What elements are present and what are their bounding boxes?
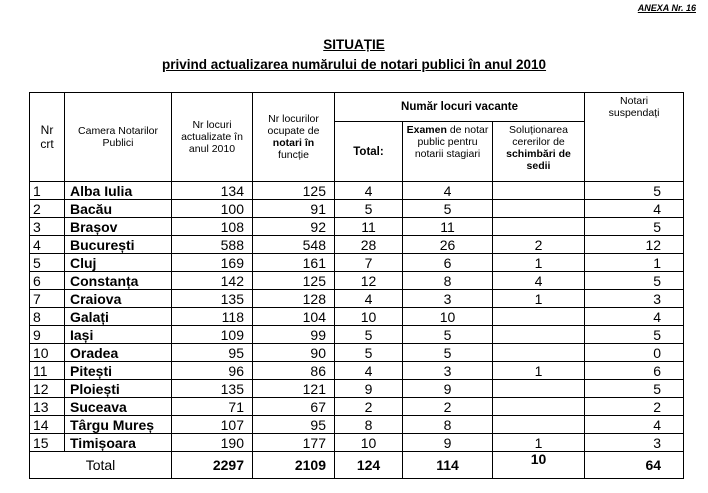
cell-camera: Alba Iulia [65,182,172,200]
cell-suspendati: 12 [585,236,684,254]
cell-actualizate: 109 [172,326,253,344]
table-row [30,182,684,200]
header-total-vacante: Total: [335,122,403,182]
cell-suspendati: 0 [585,344,684,362]
cell-total-vacante: 5 [335,200,403,218]
cell-total-vacante: 4 [335,290,403,308]
header-ocupate: Nr locurilor ocupate de notari în funcție [253,93,335,182]
table-row [30,308,684,326]
cell-solutionare: 2 [493,236,585,254]
cell-ocupate: 67 [253,398,335,416]
cell-camera: Brașov [65,218,172,236]
cell-solutionare [493,380,585,398]
cell-actualizate: 96 [172,362,253,380]
table-row [30,380,684,398]
cell-suspendati: 5 [585,326,684,344]
cell-ocupate: 548 [253,236,335,254]
notaries-table [29,92,684,479]
totals-vacante: 124 [335,452,403,479]
cell-solutionare [493,326,585,344]
cell-nr: 14 [30,416,65,434]
cell-ocupate: 90 [253,344,335,362]
cell-nr: 7 [30,290,65,308]
cell-camera: Iași [65,326,172,344]
cell-actualizate: 71 [172,398,253,416]
cell-suspendati: 4 [585,416,684,434]
cell-camera: Ploiești [65,380,172,398]
cell-actualizate: 107 [172,416,253,434]
table-row [30,218,684,236]
cell-camera: Bacău [65,200,172,218]
cell-total-vacante: 10 [335,308,403,326]
cell-nr: 6 [30,272,65,290]
header-solutionare: Soluționarea cererilor de schimbări de sedii [493,122,585,182]
cell-total-vacante: 10 [335,434,403,452]
cell-examen: 8 [403,416,493,434]
cell-ocupate: 95 [253,416,335,434]
header-camera: Camera Notarilor Publici [65,93,172,182]
cell-camera: Craiova [65,290,172,308]
cell-nr: 12 [30,380,65,398]
totals-suspendati: 64 [585,452,684,479]
cell-total-vacante: 12 [335,272,403,290]
cell-solutionare: 4 [493,272,585,290]
header-actualizate: Nr locuri actualizate în anul 2010 [172,93,253,182]
cell-ocupate: 104 [253,308,335,326]
cell-ocupate: 92 [253,218,335,236]
cell-examen: 9 [403,434,493,452]
cell-ocupate: 128 [253,290,335,308]
cell-examen: 5 [403,326,493,344]
cell-ocupate: 86 [253,362,335,380]
cell-ocupate: 91 [253,200,335,218]
cell-camera: Cluj [65,254,172,272]
cell-ocupate: 99 [253,326,335,344]
cell-actualizate: 135 [172,380,253,398]
header-nr-crt: Nr crt [30,93,65,182]
cell-examen: 3 [403,290,493,308]
cell-actualizate: 134 [172,182,253,200]
totals-label: Total [30,452,172,479]
cell-examen: 10 [403,308,493,326]
cell-total-vacante: 11 [335,218,403,236]
cell-examen: 5 [403,344,493,362]
cell-actualizate: 100 [172,200,253,218]
cell-total-vacante: 4 [335,182,403,200]
cell-camera: Târgu Mureș [65,416,172,434]
cell-nr: 3 [30,218,65,236]
header-suspendati: Notari suspendați [585,93,684,182]
cell-examen: 9 [403,380,493,398]
cell-total-vacante: 8 [335,416,403,434]
cell-examen: 26 [403,236,493,254]
annex-label: ANEXA Nr. 16 [637,3,696,13]
cell-total-vacante: 28 [335,236,403,254]
cell-camera: Constanța [65,272,172,290]
cell-total-vacante: 2 [335,398,403,416]
cell-total-vacante: 9 [335,380,403,398]
cell-nr: 1 [30,182,65,200]
cell-suspendati: 5 [585,218,684,236]
cell-camera: Pitești [65,362,172,380]
cell-suspendati: 5 [585,272,684,290]
cell-examen: 2 [403,398,493,416]
cell-solutionare [493,200,585,218]
cell-suspendati: 6 [585,362,684,380]
cell-actualizate: 169 [172,254,253,272]
cell-ocupate: 125 [253,182,335,200]
cell-actualizate: 135 [172,290,253,308]
cell-nr: 13 [30,398,65,416]
cell-camera: Galați [65,308,172,326]
cell-solutionare [493,308,585,326]
cell-suspendati: 3 [585,290,684,308]
cell-nr: 10 [30,344,65,362]
cell-examen: 11 [403,218,493,236]
cell-nr: 9 [30,326,65,344]
cell-actualizate: 108 [172,218,253,236]
header-examen: Examen de notar public pentru notarii stagiari [403,122,493,182]
cell-solutionare: 1 [493,254,585,272]
cell-suspendati: 5 [585,182,684,200]
cell-suspendati: 2 [585,398,684,416]
cell-suspendati: 4 [585,200,684,218]
cell-ocupate: 125 [253,272,335,290]
cell-examen: 3 [403,362,493,380]
cell-suspendati: 5 [585,380,684,398]
cell-solutionare: 1 [493,362,585,380]
cell-solutionare [493,218,585,236]
cell-camera: Oradea [65,344,172,362]
totals-examen: 114 [403,452,493,479]
cell-solutionare: 1 [493,434,585,452]
cell-nr: 4 [30,236,65,254]
cell-nr: 5 [30,254,65,272]
document-title: SITUAȚIE [323,37,385,52]
table-row [30,326,684,344]
cell-actualizate: 190 [172,434,253,452]
cell-camera: București [65,236,172,254]
table-row [30,416,684,434]
table-row [30,290,684,308]
table-row [30,236,684,254]
cell-ocupate: 177 [253,434,335,452]
cell-actualizate: 142 [172,272,253,290]
table-row [30,254,684,272]
cell-nr: 11 [30,362,65,380]
cell-actualizate: 588 [172,236,253,254]
cell-total-vacante: 7 [335,254,403,272]
cell-suspendati: 4 [585,308,684,326]
table-row [30,362,684,380]
cell-nr: 2 [30,200,65,218]
cell-nr: 15 [30,434,65,452]
cell-examen: 6 [403,254,493,272]
cell-solutionare [493,182,585,200]
totals-ocupate: 2109 [253,452,335,479]
table-row [30,344,684,362]
cell-solutionare [493,416,585,434]
cell-camera: Timișoara [65,434,172,452]
table-row [30,200,684,218]
totals-solutionare: 10 [493,452,585,479]
cell-examen: 5 [403,200,493,218]
cell-total-vacante: 5 [335,326,403,344]
table-row [30,434,684,452]
table-row [30,398,684,416]
cell-ocupate: 121 [253,380,335,398]
cell-total-vacante: 5 [335,344,403,362]
cell-nr: 8 [30,308,65,326]
cell-solutionare: 1 [493,290,585,308]
cell-total-vacante: 4 [335,362,403,380]
cell-suspendati: 3 [585,434,684,452]
table-row [30,272,684,290]
cell-solutionare [493,398,585,416]
document-subtitle: privind actualizarea numărului de notari publici în anul 2010 [161,57,547,72]
cell-camera: Suceava [65,398,172,416]
cell-examen: 4 [403,182,493,200]
cell-solutionare [493,344,585,362]
totals-actualizate: 2297 [172,452,253,479]
cell-actualizate: 118 [172,308,253,326]
header-vacante: Număr locuri vacante [335,93,585,122]
cell-suspendati: 1 [585,254,684,272]
cell-ocupate: 161 [253,254,335,272]
totals-row [30,452,684,479]
cell-actualizate: 95 [172,344,253,362]
cell-examen: 8 [403,272,493,290]
